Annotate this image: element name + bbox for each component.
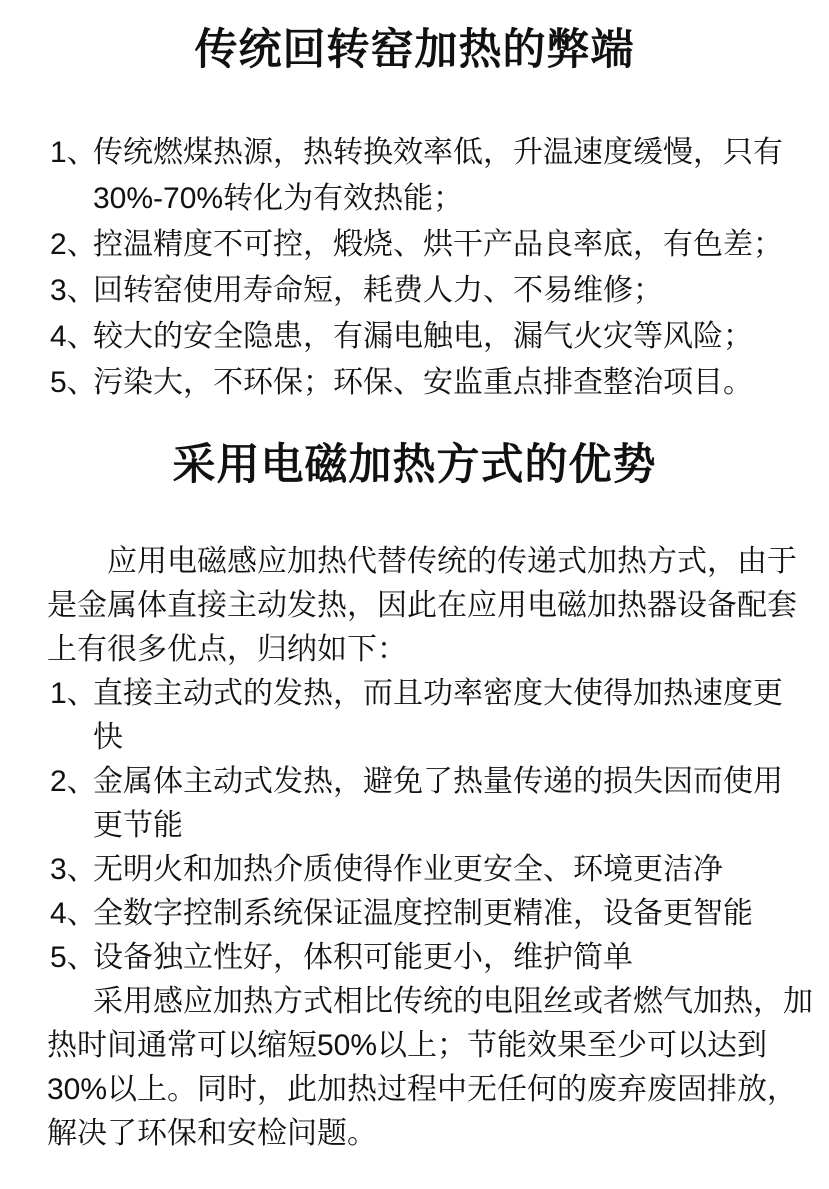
list-item-text xyxy=(93,848,723,892)
advantages-intro-paragraph xyxy=(47,540,829,672)
paragraph-line: 采用感应加热方式相比传统的电阻丝或者燃气加热，加 xyxy=(93,985,813,1018)
list-item-line: 回转窑使用寿命短，耗费人力、不易维修； xyxy=(93,274,663,307)
list-item-text xyxy=(93,760,783,848)
list-item-line: 直接主动式的发热，而且功率密度大使得加热速度更 xyxy=(93,677,783,710)
list-item xyxy=(50,892,829,936)
list-item-number: 1、 xyxy=(50,677,97,710)
list-item xyxy=(50,760,829,848)
list-item-text xyxy=(93,892,753,936)
list-item xyxy=(50,360,829,406)
list-item-line: 30%-70%转化为有效热能； xyxy=(93,182,464,215)
list-item-text xyxy=(93,936,633,980)
list-item-number: 4、 xyxy=(50,320,97,353)
list-item-line: 设备独立性好，体积可能更小，维护简单 xyxy=(93,941,633,974)
list-item-text xyxy=(93,360,753,406)
list-item-line: 较大的安全隐患，有漏电触电，漏气火灾等风险； xyxy=(93,320,753,353)
list-item-number: 5、 xyxy=(50,941,97,974)
paragraph-line: 30%以上。同时，此加热过程中无任何的废弃废固排放， xyxy=(47,1073,798,1106)
list-item-line: 金属体主动式发热，避免了热量传递的损失因而使用 xyxy=(93,765,783,798)
list-item-number: 2、 xyxy=(50,228,97,261)
list-item-line: 全数字控制系统保证温度控制更精准，设备更智能 xyxy=(93,897,753,930)
list-item-number: 3、 xyxy=(50,274,97,307)
list-item-line: 污染大，不环保；环保、安监重点排查整治项目。 xyxy=(93,366,753,399)
list-item xyxy=(50,936,829,980)
list-item-line: 无明火和加热介质使得作业更安全、环境更洁净 xyxy=(93,853,723,886)
list-item-line: 控温精度不可控，煅烧、烘干产品良率底，有色差； xyxy=(93,228,783,261)
list-item-text xyxy=(93,222,783,268)
list-item xyxy=(50,848,829,892)
paragraph-line: 解决了环保和安检问题。 xyxy=(47,1117,377,1150)
list-item-text xyxy=(93,130,783,222)
list-item-number: 2、 xyxy=(50,765,97,798)
list-item-number: 3、 xyxy=(50,853,97,886)
section1-title: 传统回转窑加热的弊端 xyxy=(194,26,635,74)
list-item-number: 1、 xyxy=(50,136,97,169)
paragraph-line: 应用电磁感应加热代替传统的传递式加热方式，由于 xyxy=(107,545,797,578)
advantages-list xyxy=(50,672,829,980)
list-item xyxy=(50,130,829,222)
list-item-number: 4、 xyxy=(50,897,97,930)
paragraph-line: 上有很多优点，归纳如下： xyxy=(47,633,407,666)
list-item xyxy=(50,268,829,314)
paragraph-line: 热时间通常可以缩短50%以上；节能效果至少可以达到 xyxy=(47,1029,768,1062)
section2-title: 采用电磁加热方式的优势 xyxy=(172,441,657,489)
disadvantages-list xyxy=(50,130,829,406)
list-item xyxy=(50,314,829,360)
list-item-line: 快 xyxy=(93,721,123,754)
list-item xyxy=(50,222,829,268)
list-item-line: 传统燃煤热源，热转换效率低，升温速度缓慢，只有 xyxy=(93,136,783,169)
list-item-number: 5、 xyxy=(50,366,97,399)
advantages-summary-paragraph xyxy=(47,980,829,1156)
paragraph-line: 是金属体直接主动发热，因此在应用电磁加热器设备配套 xyxy=(47,589,797,622)
list-item-line: 更节能 xyxy=(93,809,183,842)
list-item-text xyxy=(93,672,783,760)
list-item-text xyxy=(93,314,753,360)
list-item xyxy=(50,672,829,760)
list-item-text xyxy=(93,268,663,314)
